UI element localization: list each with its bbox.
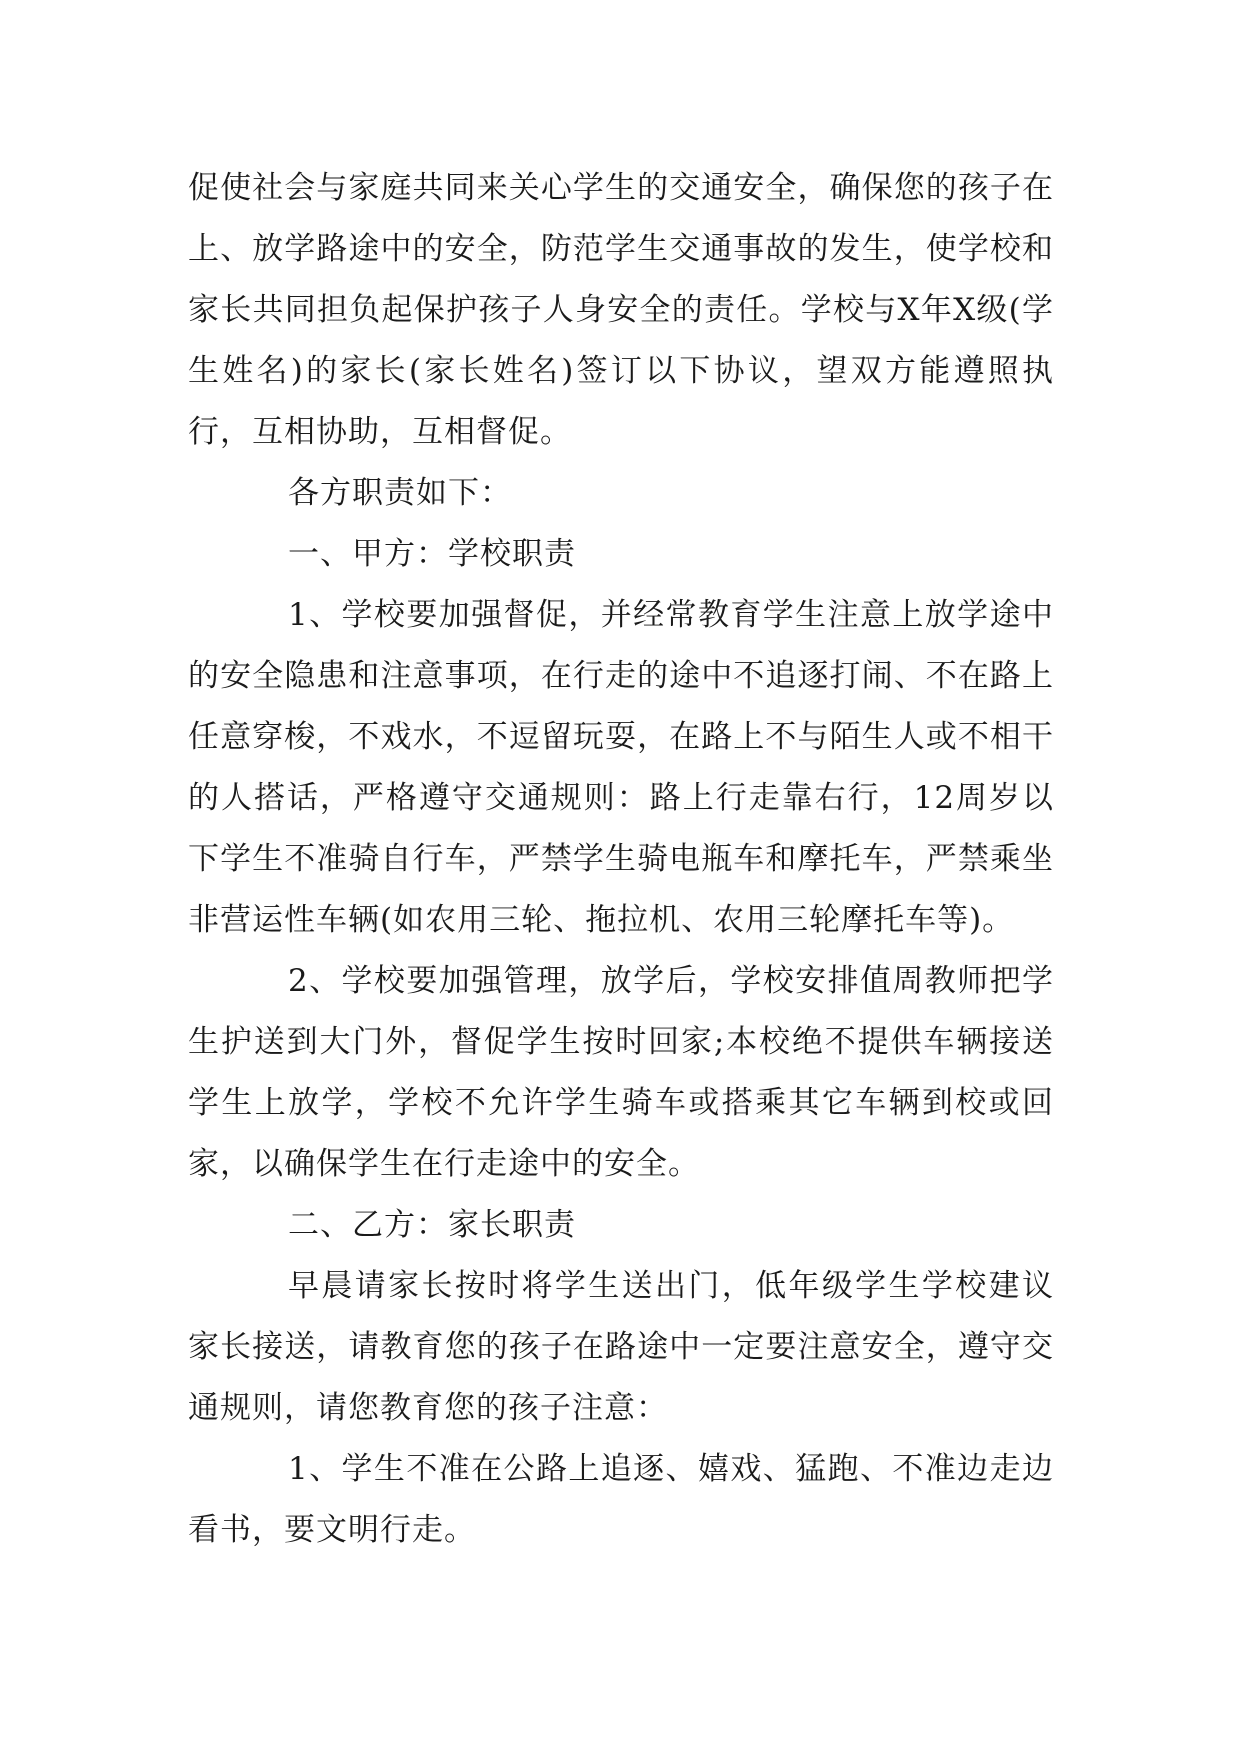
paragraph-school-item-2: 2、学校要加强管理，放学后，学校安排值周教师把学生护送到大门外，督促学生按时回家;本校绝不提供车辆接送学生上放学，学校不允许学生骑车或搭乘其它车辆到校或回家，以确保学生在行走途中的安全。 — [188, 963, 1054, 1182]
paragraph-parents-item-1: 1、学生不准在公路上追逐、嬉戏、猛跑、不准边走边看书，要文明行走。 — [188, 1451, 1054, 1548]
paragraph-school-item-1: 1、学校要加强督促，并经常教育学生注意上放学途中的安全隐患和注意事项，在行走的途中不追逐打闹、不在路上任意穿梭，不戏水，不逗留玩耍，在路上不与陌生人或不相干的人搭话，严格遵守交通规则：路上行走靠右行，12周岁以下学生不准骑自行车，严禁学生骑电瓶车和摩托车，严禁乘坐非营运性车辆(如农用三轮、拖拉机、农用三轮摩托车等)。 — [188, 597, 1054, 938]
paragraph-parents-intro: 早晨请家长按时将学生送出门，低年级学生学校建议家长接送，请教育您的孩子在路途中一定要注意安全，遵守交通规则，请您教育您的孩子注意： — [188, 1268, 1054, 1426]
document-body — [188, 158, 1054, 1561]
paragraph-responsibilities-heading: 各方职责如下： — [288, 475, 512, 511]
section-heading-school: 一、甲方：学校职责 — [288, 536, 576, 572]
section-heading-parents: 二、乙方：家长职责 — [288, 1207, 576, 1243]
paragraph-intro-continuation: 促使社会与家庭共同来关心学生的交通安全，确保您的孩子在上、放学路途中的安全，防范学生交通事故的发生，使学校和家长共同担负起保护孩子人身安全的责任。学校与X年X级(学生姓名)的家长(家长姓名)签订以下协议，望双方能遵照执行，互相协助，互相督促。 — [188, 170, 1054, 450]
